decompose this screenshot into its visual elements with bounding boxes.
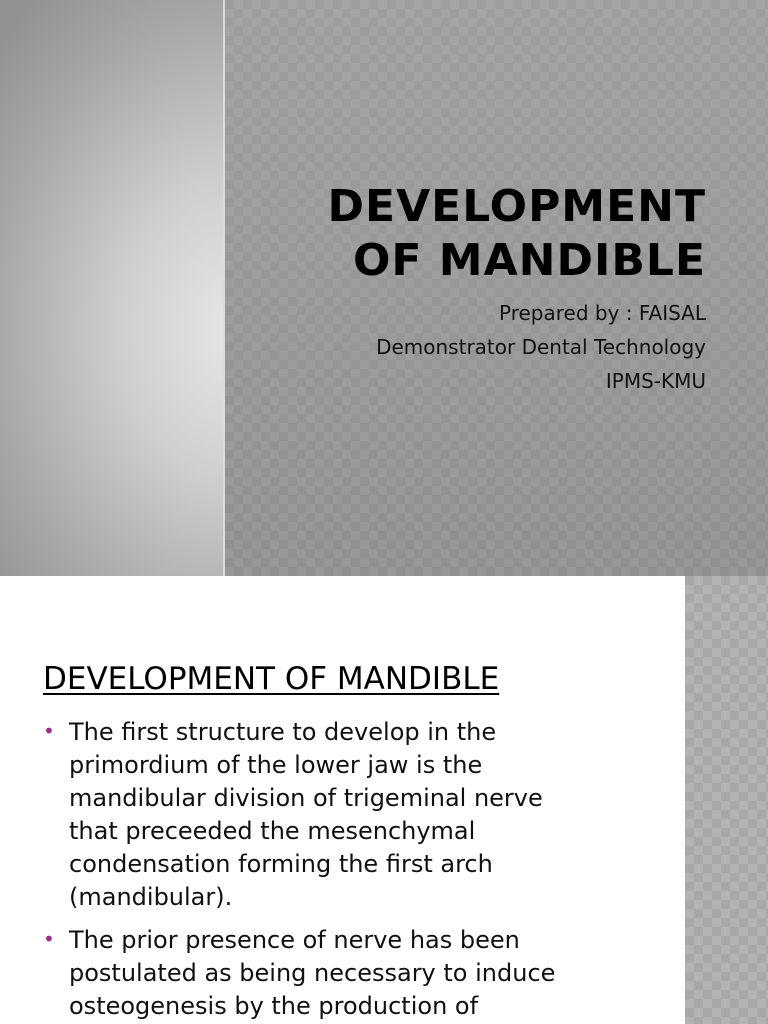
bullet-text-line: The first structure to develop in the [69,718,497,746]
bullet-text-line: osteogenesis by the production of [69,992,479,1020]
bullet-icon: • [43,719,55,743]
bullet-text-line: primordium of the lower jaw is the [69,751,483,779]
content-slide [0,576,768,1024]
bullet-text-line: mandibular division of trigeminal nerve [69,784,543,812]
bullet-text-line: (mandibular). [69,883,233,911]
title-slide-heading [266,180,706,288]
bullet-text-line: condensation forming the first arch [69,850,493,878]
content-slide-heading: DEVELOPMENT OF MANDIBLE [43,661,500,697]
bullet-item [43,716,663,914]
subtitle-prepared-by: Prepared by : FAISAL [498,301,706,325]
content-slide-patterned-strip [685,576,768,1024]
subtitle-institution: IPMS-KMU [605,369,706,393]
subtitle-role: Demonstrator Dental Technology [376,335,706,359]
bullet-item [43,924,663,1023]
bullet-text-line: that preceeded the mesenchymal [69,817,476,845]
bullet-text-line: The prior presence of nerve has been [69,926,520,954]
title-slide-patterned-panel [225,0,768,576]
title-slide-subtitle [266,296,706,398]
title-slide-left-panel [0,0,223,576]
title-line-1: DEVELOPMENT [327,181,706,232]
bullet-list [43,716,663,1024]
title-line-2: OF MANDIBLE [353,235,706,286]
bullet-text-line: postulated as being necessary to induce [69,959,556,987]
bullet-icon: • [43,927,55,951]
